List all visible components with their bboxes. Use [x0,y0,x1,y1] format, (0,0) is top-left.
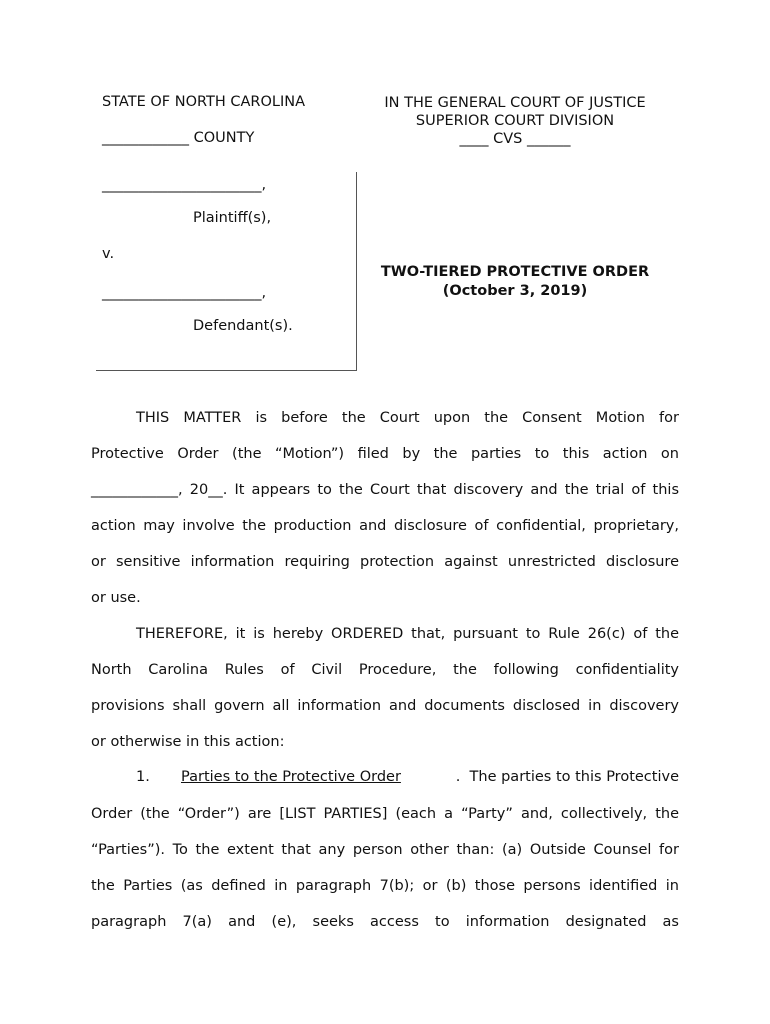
paragraph-intro-line-6: or use. [91,590,141,606]
state-label: STATE OF NORTH CAROLINA [102,94,306,110]
court-line-1: IN THE GENERAL COURT OF JUSTICE [384,95,646,111]
paragraph-therefore-line-2: North Carolina Rules of Civil Procedure, the following confidentiality [91,662,679,678]
county-label: ____________ COUNTY [102,130,255,146]
section-1-line-5: paragraph 7(a) and (e), seeks access to information designated as [91,914,679,930]
plaintiff-label: Plaintiff(s), [193,210,272,226]
section-1-first-line [181,769,679,785]
paragraph-intro-line-2: Protective Order (the “Motion”) filed by the parties to this action on [91,446,679,462]
paragraph-intro-line-3: ____________, 20__. It appears to the Court that discovery and the trial of this [91,482,679,498]
caption-divider-horizontal [96,370,357,371]
order-title-block [360,263,670,301]
section-1-line-3: “Parties”). To the extent that any person other than: (a) Outside Counsel for [91,842,679,858]
court-line-2: SUPERIOR COURT DIVISION [415,113,615,129]
versus-label: v. [102,246,115,262]
paragraph-therefore-line-1: THEREFORE, it is hereby ORDERED that, pursuant to Rule 26(c) of the [136,626,679,642]
defendant-blank: ______________________, [102,285,267,301]
order-date: (October 3, 2019) [442,283,588,299]
paragraph-intro-line-5: or sensitive information requiring protection against unrestricted disclosure [91,554,679,570]
paragraph-intro-line-1: THIS MATTER is before the Court upon the Consent Motion for [136,410,679,426]
section-1-heading-continuation: . The parties to this Protective [455,769,679,785]
defendant-label: Defendant(s). [193,318,293,334]
section-1-line-4: the Parties (as defined in paragraph 7(b); or (b) those persons identified in [91,878,679,894]
section-1-heading: Parties to the Protective Order [181,769,401,785]
section-1-number: 1. [136,769,150,785]
paragraph-therefore-line-4: or otherwise in this action: [91,734,285,750]
file-number: ____ CVS ______ [459,131,571,147]
court-header [360,94,670,148]
paragraph-intro-line-4: action may involve the production and disclosure of confidential, proprietary, [91,518,679,534]
section-1-line-2: Order (the “Order”) are [LIST PARTIES] (each a “Party” and, collectively, the [91,806,679,822]
caption-divider-vertical [356,172,357,371]
plaintiff-blank: ______________________, [102,177,267,193]
order-title: TWO-TIERED PROTECTIVE ORDER [380,264,650,280]
paragraph-therefore-line-3: provisions shall govern all information and documents disclosed in discovery [91,698,679,714]
